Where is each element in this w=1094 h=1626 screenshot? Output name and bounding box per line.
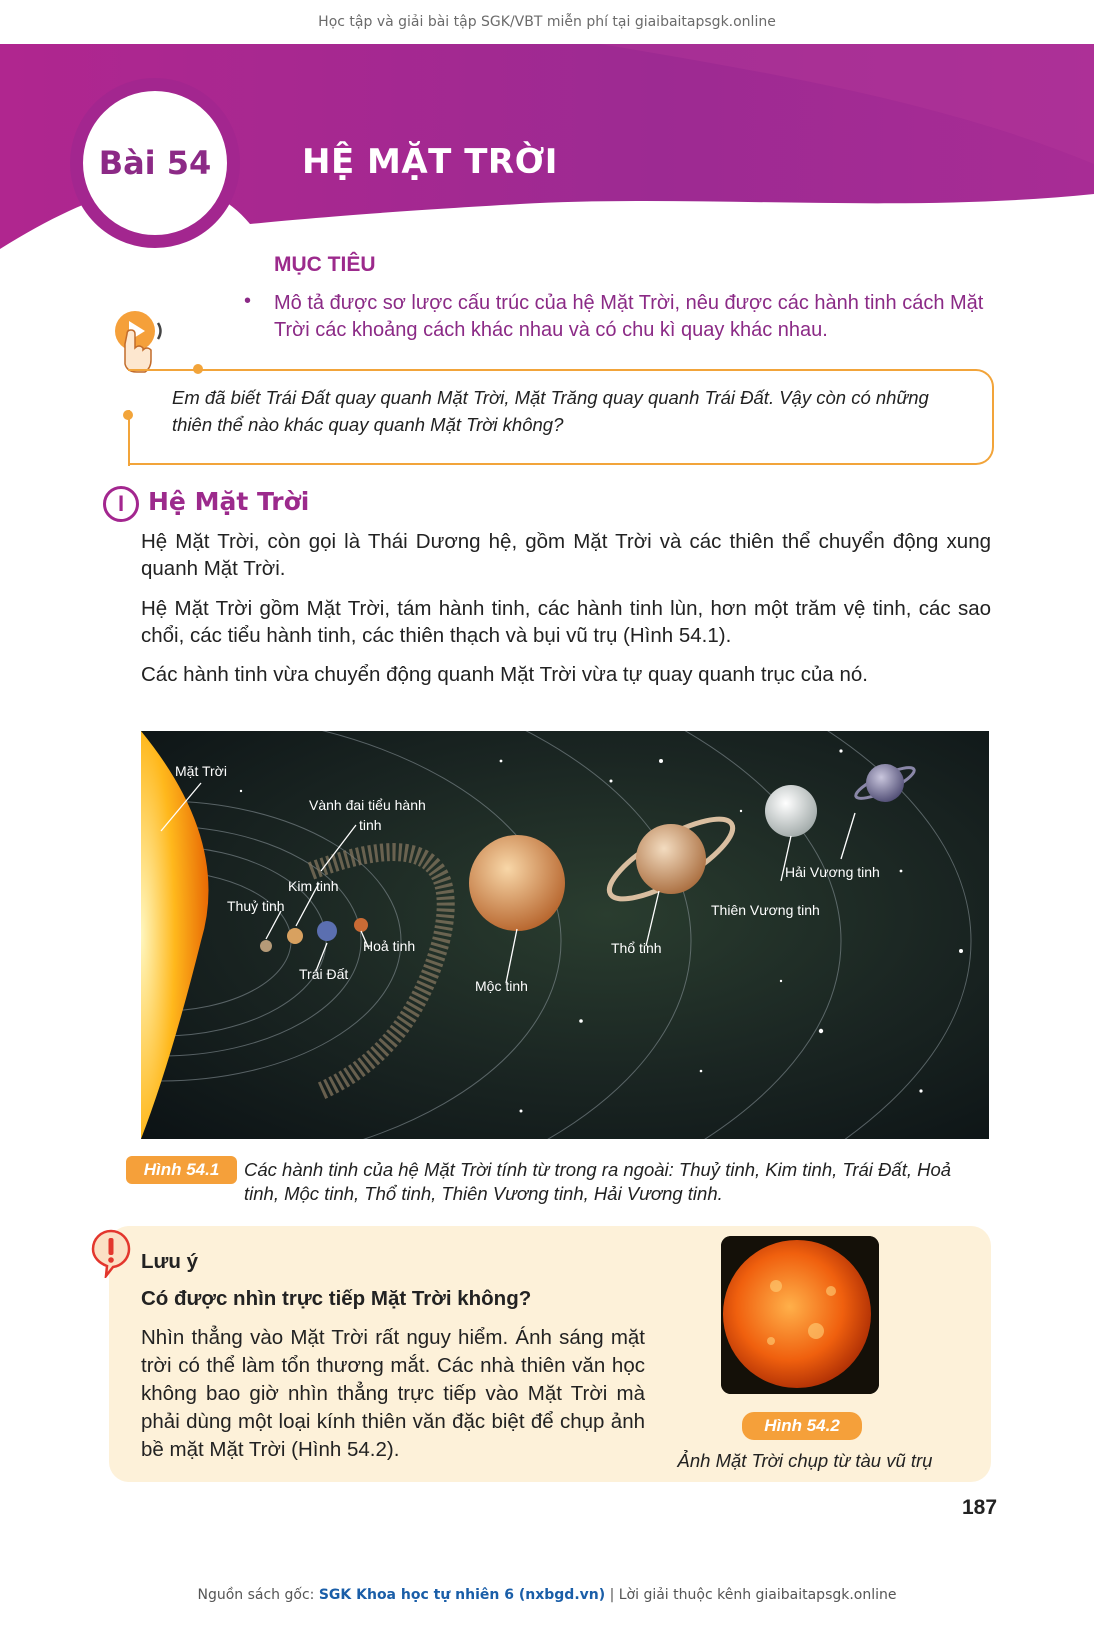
- label-asteroid-belt: Vành đai tiểu hành: [309, 797, 426, 813]
- label-venus: Kim tinh: [288, 878, 339, 894]
- note-text: Nhìn thẳng vào Mặt Trời rất nguy hiểm. Ánh sáng mặt trời có thể làm tổn thương mắt. Các nhà thiên văn học không bao giờ nhìn thẳng trực tiếp vào Mặt Trời mà phải dùng một loại kính thiên văn đặc biệt để chụp ảnh bề mặt Mặt Trời (Hình 54.2).: [141, 1326, 645, 1461]
- pointer-hand-icon: [105, 306, 175, 376]
- figure2-caption: Ảnh Mặt Trời chụp từ tàu vũ trụ: [677, 1450, 933, 1471]
- lesson-number-badge: [70, 78, 240, 248]
- header-note: Học tập và giải bài tập SGK/VBT miễn phí tại giaibaitapsgk.online: [318, 14, 776, 30]
- objectives-bullet: •: [244, 290, 252, 312]
- label-earth: Trái Đất: [299, 966, 349, 982]
- footer-prefix: Nguồn sách gốc:: [197, 1587, 315, 1603]
- label-mars: Hoả tinh: [363, 938, 416, 954]
- section-paragraph: Các hành tinh vừa chuyển động quanh Mặt Trời vừa tự quay quanh trục của nó.: [141, 663, 868, 686]
- section-number-badge: [103, 486, 139, 522]
- mars-planet: [354, 918, 368, 932]
- earth-planet: [317, 921, 337, 941]
- objectives-text: Mô tả được sơ lược cấu trúc của hệ Mặt Trời, nêu được các hành tinh cách Mặt Trời các khoảng cách khác nhau và có chu kì quay khác nhau.: [274, 292, 984, 341]
- exclamation-icon: [90, 1228, 132, 1278]
- solar-system-figure: [141, 731, 989, 1139]
- footer: [0, 1587, 1094, 1603]
- uranus-planet: [765, 785, 817, 837]
- lesson-number: Bài 54: [98, 144, 212, 182]
- opening-question-text: Em đã biết Trái Đất quay quanh Mặt Trời, Mặt Trăng quay quanh Trái Đất. Vậy còn có những thiên thể nào khác quay quanh Mặt Trời không?: [172, 387, 929, 435]
- page-number: 187: [962, 1496, 998, 1519]
- label-jupiter: Mộc tinh: [475, 978, 528, 994]
- figure-caption: Các hành tinh của hệ Mặt Trời tính từ trong ra ngoài: Thuỷ tinh, Kim tinh, Trái Đất, Hoả tinh, Mộc tinh, Thổ tinh, Thiên Vương tinh, Hải Vương tinh.: [244, 1159, 952, 1204]
- neptune-planet: [866, 764, 904, 802]
- lesson-title: HỆ MẶT TRỜI: [302, 142, 558, 182]
- footer-source-link[interactable]: SGK Khoa học tự nhiên 6 (nxbgd.vn): [318, 1587, 606, 1603]
- label-uranus: Thiên Vương tinh: [711, 902, 820, 918]
- question-box-dot: [193, 364, 203, 374]
- saturn-planet: [636, 824, 706, 894]
- note-question: Có được nhìn trực tiếp Mặt Trời không?: [141, 1287, 532, 1310]
- figure-badge: Hình 54.1: [126, 1156, 237, 1184]
- section-number: I: [117, 491, 125, 516]
- mercury-planet: [260, 940, 272, 952]
- figure2-badge: Hình 54.2: [742, 1412, 862, 1440]
- objectives-heading: MỤC TIÊU: [274, 253, 376, 276]
- question-box-dot: [123, 410, 133, 420]
- question-box-border-bottom: [128, 463, 168, 465]
- sun-photo: [721, 1236, 879, 1394]
- label-asteroid-belt-cont: tinh: [359, 817, 382, 833]
- footer-suffix: | Lời giải thuộc kênh giaibaitapsgk.online: [609, 1587, 897, 1603]
- note-heading: Lưu ý: [141, 1250, 198, 1273]
- section-paragraph: Hệ Mặt Trời gồm Mặt Trời, tám hành tinh, các hành tinh lùn, hơn một trăm vệ tinh, các sao chổi, các tiểu hành tinh, các thiên thạch và bụi vũ trụ (Hình 54.1).: [141, 597, 991, 647]
- label-saturn: Thổ tinh: [611, 940, 662, 956]
- label-sun: Mặt Trời: [175, 763, 227, 779]
- label-mercury: Thuỷ tinh: [227, 898, 285, 914]
- section-title: Hệ Mặt Trời: [148, 487, 310, 516]
- section-paragraph: Hệ Mặt Trời, còn gọi là Thái Dương hệ, gồm Mặt Trời và các thiên thể chuyển động xung quanh Mặt Trời.: [141, 530, 991, 580]
- label-neptune: Hải Vương tinh: [785, 864, 880, 880]
- venus-planet: [287, 928, 303, 944]
- jupiter-planet: [469, 835, 565, 931]
